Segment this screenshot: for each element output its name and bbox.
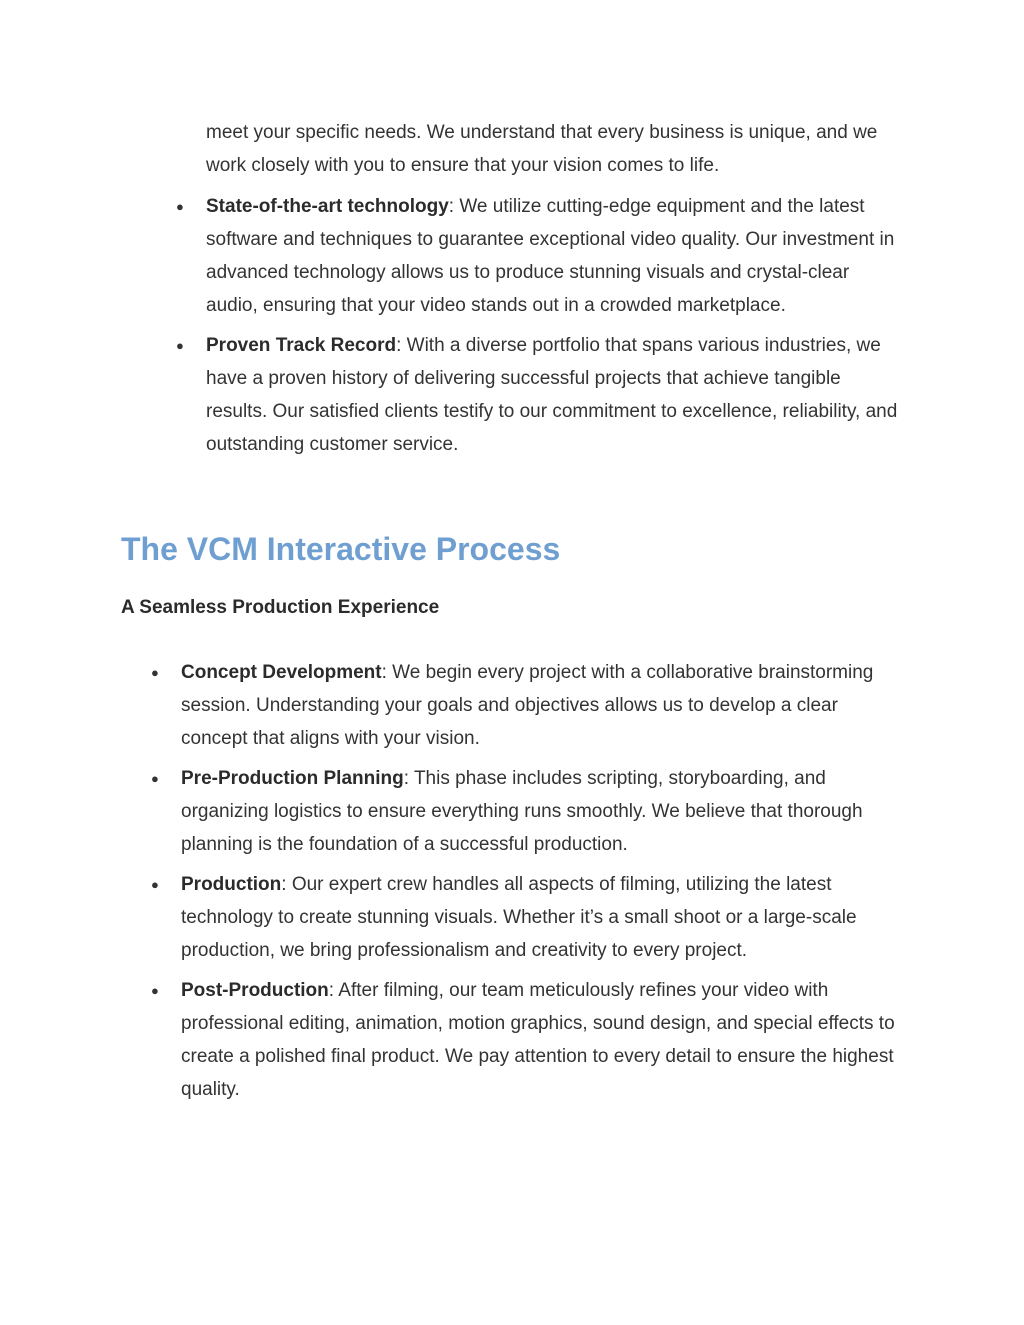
list-item-text: : This phase includes scripting, storyboarding, and organizing logistics to ensure everything runs smoothly. We believe that thorough planning is the foundation of a successful production. — [181, 768, 863, 855]
bullet-icon: ● — [151, 877, 159, 892]
features-list — [176, 190, 906, 468]
bullet-icon: ● — [151, 771, 159, 786]
list-item-title: Proven Track Record — [206, 335, 397, 356]
list-item-title: Production — [181, 874, 282, 895]
list-item-text: : With a diverse portfolio that spans various industries, we have a proven history of delivering successful projects that achieve tangible results. Our satisfied clients testify to our commitment to excellence, reliability, and outstanding customer service. — [206, 335, 898, 455]
list-item-concept-development — [151, 656, 906, 755]
list-item-title: State-of-the-art technology — [206, 196, 449, 217]
intro-continuation-paragraph: meet your specific needs. We understand that every business is unique, and we work closely with you to ensure that your vision comes to life. — [206, 122, 878, 176]
bullet-icon: ● — [176, 338, 184, 353]
bullet-icon: ● — [151, 983, 159, 998]
section-heading: The VCM Interactive Process — [121, 531, 561, 567]
list-item-text: : We begin every project with a collaborative brainstorming session. Understanding your goals and objectives allows us to develop a clear concept that aligns with your vision. — [181, 662, 874, 749]
list-item-post-production — [151, 974, 906, 1106]
list-item-proven-track-record — [176, 329, 906, 461]
list-item-title: Concept Development — [181, 662, 382, 683]
list-item-pre-production-planning — [151, 762, 906, 861]
list-item-text: : Our expert crew handles all aspects of filming, utilizing the latest technology to create stunning visuals. Whether it’s a small shoot or a large-scale production, we bring professionalism and creativity to every project. — [181, 874, 857, 961]
list-item-production — [151, 868, 906, 967]
bullet-icon: ● — [176, 199, 184, 214]
section-subheading: A Seamless Production Experience — [121, 597, 440, 618]
process-steps-list — [151, 656, 906, 1113]
bullet-icon: ● — [151, 665, 159, 680]
list-item-text: : We utilize cutting-edge equipment and the latest software and techniques to guarantee exceptional video quality. Our investment in advanced technology allows us to produce stunning visuals and crystal-clear audio, ensuring that your video stands out in a crowded marketplace. — [206, 196, 895, 316]
list-item-state-of-the-art — [176, 190, 906, 322]
list-item-text: : After filming, our team meticulously refines your video with professional editing, animation, motion graphics, sound design, and special effects to create a polished final product. We pay attention to every detail to ensure the highest quality. — [181, 980, 895, 1100]
list-item-title: Post-Production — [181, 980, 329, 1001]
list-item-title: Pre-Production Planning — [181, 768, 404, 789]
